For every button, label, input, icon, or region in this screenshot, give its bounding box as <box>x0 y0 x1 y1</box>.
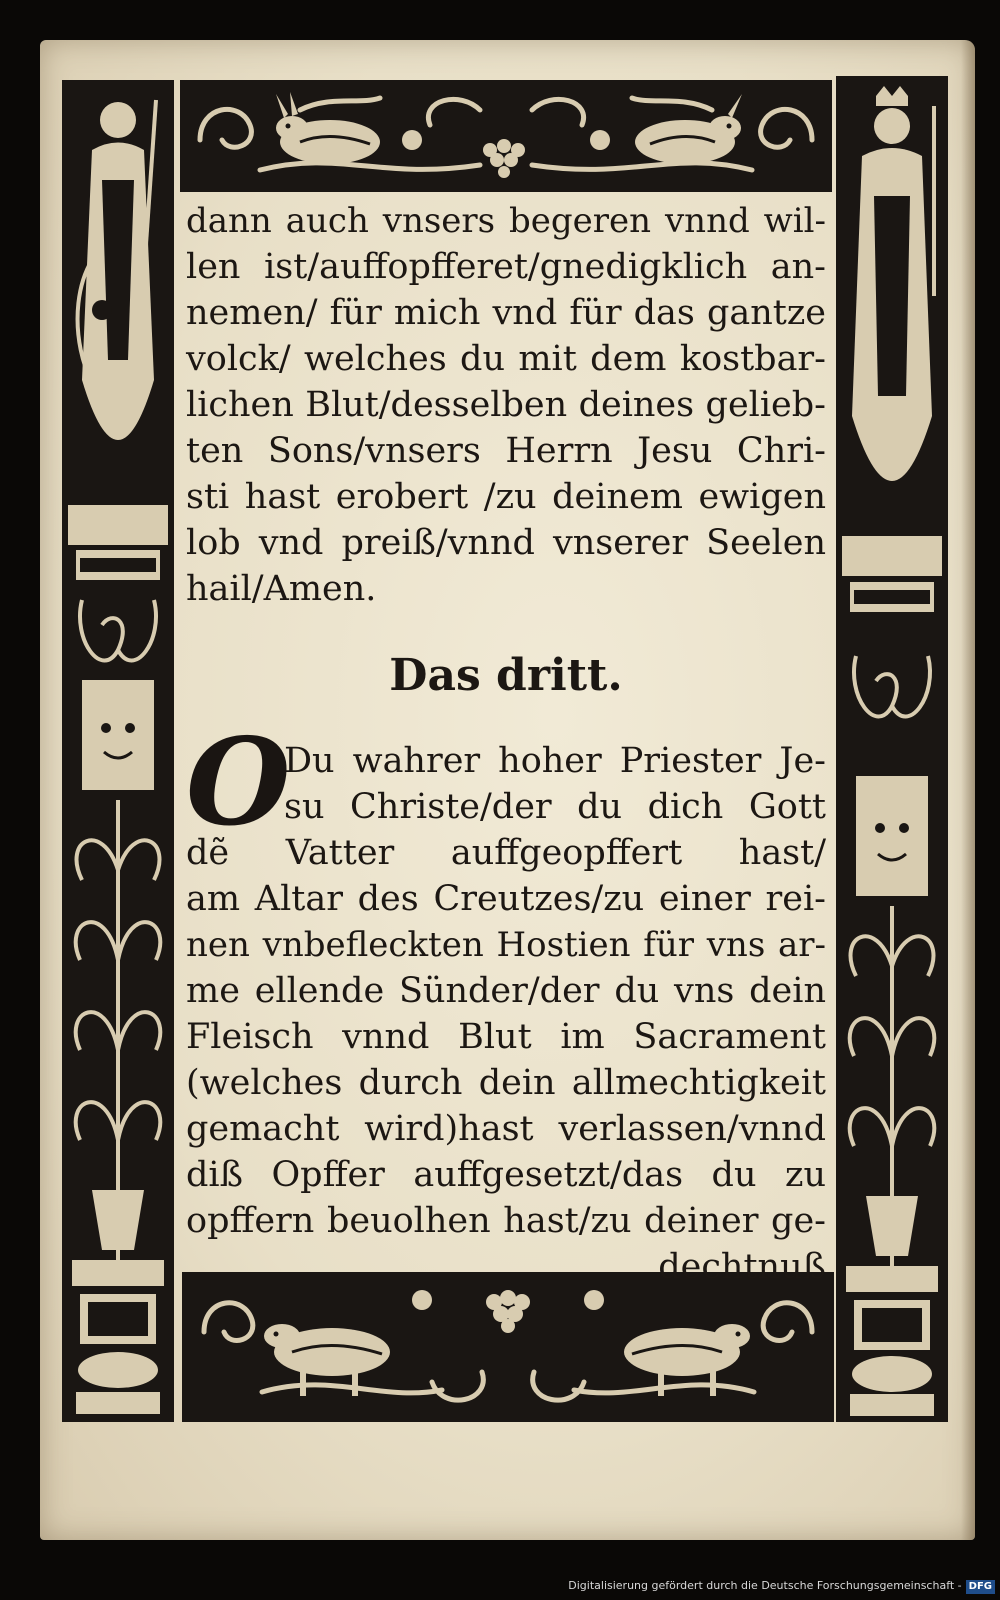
credit-text: Digitalisierung gefördert durch die Deutsche Forschungsgemeinschaft - <box>568 1579 962 1592</box>
body-line: nemen/ für mich vnd für das gantze <box>186 293 826 333</box>
section-heading: Das dritt. <box>389 650 623 701</box>
prayer-line: am Altar des Creutzes/zu einer rei- <box>186 879 826 919</box>
left-woodcut-border <box>62 80 174 1422</box>
prayer-line: opffern beuolhen hast/zu deiner ge- <box>186 1201 826 1241</box>
body-line: len ist/auffopfferet/gnedigklich an- <box>186 247 826 287</box>
decorated-initial: O <box>186 712 291 853</box>
catchword: dechtnuß <box>658 1247 826 1287</box>
prayer-line: nen vnbefleckten Hostien für vns ar- <box>186 925 826 965</box>
body-line: dann auch vnsers begeren vnnd wil- <box>186 201 826 241</box>
prayer-line: Du wahrer hoher Priester Je- <box>284 741 826 781</box>
saint-figure-column-icon <box>836 76 948 1422</box>
prayer-line: diß Opffer auffgesetzt/das du zu <box>186 1155 826 1195</box>
dfg-logo: DFG <box>966 1580 995 1594</box>
prayer-line: su Christe/der du dich Gott <box>284 787 826 827</box>
body-line: sti hast erobert /zu deinem ewigen <box>186 477 826 517</box>
bottom-woodcut-border <box>182 1272 834 1422</box>
prayer-line: (welches durch dein allmechtigkeit <box>186 1063 826 1103</box>
page-edge <box>961 40 975 1540</box>
right-woodcut-border <box>836 76 948 1422</box>
prayer-line: Fleisch vnnd Blut im Sacrament <box>186 1017 826 1057</box>
body-line: ten Sons/vnsers Herrn Jesu Chri- <box>186 431 826 471</box>
body-line: volck/ welches du mit dem kostbar- <box>186 339 826 379</box>
body-line: lichen Blut/desselben deines gelieb- <box>186 385 826 425</box>
digitization-credit <box>0 1578 995 1594</box>
body-line: lob vnd preiß/vnnd vnserer Seelen <box>186 523 826 563</box>
body-line: hail/Amen. <box>186 569 377 609</box>
justice-figure-column-icon <box>62 80 174 1422</box>
rabbit-scroll-ornament-icon <box>180 80 832 192</box>
prayer-line: dẽ Vatter auffgeopffert hast/ <box>186 833 826 873</box>
prayer-line: gemacht wird)hast verlassen/vnnd <box>186 1109 826 1149</box>
top-woodcut-border <box>180 80 832 192</box>
prayer-line: me ellende Sünder/der du vns dein <box>186 971 826 1011</box>
lamb-scroll-ornament-icon <box>182 1272 834 1422</box>
